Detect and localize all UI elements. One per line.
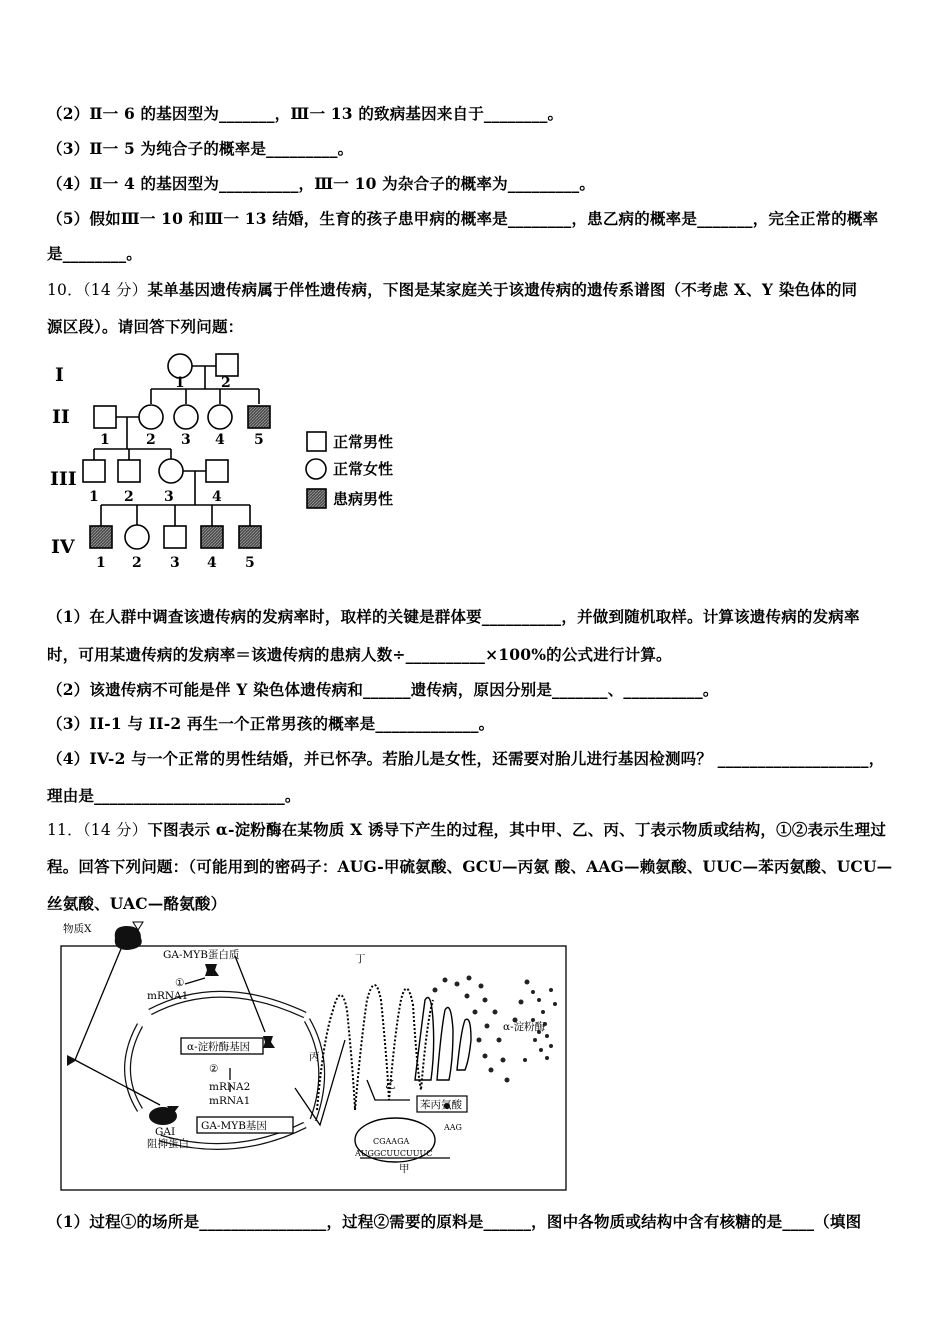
I-2-male (216, 354, 238, 376)
jia-label: 甲 (399, 1163, 410, 1175)
amylase-gene-label: α-淀粉酶基因 (187, 1041, 251, 1053)
II-4-female (208, 405, 232, 429)
q9-part3-line: （3）Ⅱ一 5 为纯合子的概率是_________。 (47, 139, 354, 158)
substance-x-label: 物质X (63, 923, 92, 935)
bing-label: 丙 (309, 1051, 320, 1063)
II-3-female (174, 405, 198, 429)
q11-header-cont2: 丝氨酸、UAC—酪氨酸） (47, 894, 227, 913)
q9-part5-cont-line: 是________。 (47, 244, 143, 263)
q11-part1-line: （1）过程①的场所是________________，过程②需要的原料是______，图中各物质或结构中含有核糖的是____（填图 (47, 1212, 862, 1231)
IV-3-num: 3 (170, 555, 180, 571)
IV-1-num: 1 (96, 555, 106, 571)
ga-myb-protein-label: GA-MYB蛋白质 (163, 949, 240, 961)
IV-1-affected-male (90, 526, 112, 548)
gai-label: GAI (155, 1126, 176, 1138)
gen-label-2: II (52, 406, 70, 428)
ga-myb-protein-shape (205, 964, 219, 976)
legend-normal-male: 正常男性 (333, 433, 394, 451)
mrna1-bottom-label: mRNA1 (209, 1095, 251, 1107)
II-2-female (139, 405, 163, 429)
IV-2-num: 2 (132, 555, 142, 571)
II-4-num: 4 (215, 432, 225, 448)
I-1-num: 1 (175, 375, 185, 391)
q10-header-cont: 源区段）。请回答下列问题： (47, 317, 244, 336)
I-2-num: 2 (221, 375, 231, 391)
III-2-male (118, 460, 140, 482)
ga-myb-gene-label: GA-MYB基因 (201, 1120, 267, 1132)
q10-part3-line: （3）II-1 与 II-2 再生一个正常男孩的概率是_____________。 (47, 714, 495, 733)
inhibitor-protein-label: 阻抑蛋白 (147, 1138, 189, 1150)
amylase-diagram (55, 920, 575, 1199)
q10-part4-line: （4）IV-2 与一个正常的男性结婚，并已怀孕。若胎儿是女性，还需要对胎儿进行基因检测吗？ ___________________， (47, 749, 885, 768)
legend-normal-female-icon (306, 459, 326, 479)
q10-part4-cont-line: 理由是________________________。 (47, 786, 301, 805)
arrowhead-signal (67, 1055, 77, 1066)
IV-5-num: 5 (245, 555, 255, 571)
q11-header-cont1: 程。回答下列问题：（可能用到的密码子：AUG-甲硫氨酸、GCU—丙氨 酸、AAG—赖氨酸、UUC—苯丙氨酸、UCU— (47, 857, 893, 876)
IV-5-affected-male (239, 526, 261, 548)
phenylalanine-label: 苯丙氨酸 (420, 1099, 462, 1111)
legend-affected-male-icon (307, 489, 326, 508)
III-4-male (206, 460, 228, 482)
III-3-num: 3 (164, 489, 174, 505)
process1-mark: ① (175, 977, 185, 989)
legend-normal-female: 正常女性 (333, 460, 394, 478)
trna-sequence-label: CGAAGA (373, 1137, 410, 1146)
pedigree-chart (45, 345, 415, 584)
yi-label: 乙 (385, 1079, 396, 1091)
q11-number: 11．（14 分） (47, 821, 148, 839)
IV-2-female (125, 525, 149, 549)
q11-header (47, 818, 886, 840)
q10-part1-line: （1）在人群中调查该遗传病的发病率时，取样的关键是群体要__________，并做到随机取样。计算该遗传病的发病率 (47, 607, 860, 626)
mrna-sequence-label: AUGGCUUCUUUC (355, 1149, 433, 1158)
legend-affected-male: 患病男性 (333, 490, 394, 508)
q10-text: 某单基因遗传病属于伴性遗传病，下图是某家庭关于该遗传病的遗传系谱图（不考虑 X、Y 染色体的同 (147, 280, 858, 299)
II-1-male (94, 406, 116, 428)
III-1-male (83, 460, 105, 482)
ding-label: 丁 (355, 953, 366, 965)
q10-number: 10．（14 分） (47, 281, 148, 299)
process2-mark: ② (209, 1063, 219, 1075)
IV-4-affected-male (201, 526, 223, 548)
q9-part2-line: （2）Ⅱ一 6 的基因型为_______，Ⅲ一 13 的致病基因来自于________。 (47, 104, 564, 123)
II-2-num: 2 (146, 432, 156, 448)
mrna2-label: mRNA2 (209, 1081, 251, 1093)
legend-normal-male-icon (307, 432, 326, 451)
q9-part5-line: （5）假如Ⅲ一 10 和Ⅲ一 13 结婚，生育的孩子患甲病的概率是________，患乙病的概率是_______，完全正常的概率 (47, 209, 879, 228)
q10-header (47, 278, 857, 300)
III-1-num: 1 (89, 489, 99, 505)
gen-label-1: I (55, 364, 64, 386)
anticodon-label: AAG (444, 1123, 462, 1132)
gen-label-3: III (50, 468, 77, 490)
amylase-label: α-淀粉酶 (503, 1021, 546, 1033)
q10-part1-cont-line: 时，可用某遗传病的发病率＝该遗传病的患病人数÷__________×100%的公式进行计算。 (47, 645, 672, 664)
q10-part2-line: （2）该遗传病不可能是伴 Y 染色体遗传病和______遗传病，原因分别是_______、__________。 (47, 680, 719, 699)
mrna1-top-label: mRNA1 (147, 990, 189, 1002)
II-1-num: 1 (100, 432, 110, 448)
II-3-num: 3 (181, 432, 191, 448)
q11-text: 下图表示 α-淀粉酶在某物质 X 诱导下产生的过程，其中甲、乙、丙、丁表示物质或结构，①②表示生理过 (147, 820, 887, 839)
III-3-female (159, 459, 183, 483)
q9-part4-line: （4）Ⅱ一 4 的基因型为__________，Ⅲ一 10 为杂合子的概率为_________。 (47, 174, 596, 193)
III-2-num: 2 (124, 489, 134, 505)
II-5-num: 5 (254, 432, 264, 448)
gen-label-4: IV (51, 536, 75, 558)
II-5-affected-male (248, 406, 270, 428)
IV-3-male (164, 526, 186, 548)
IV-4-num: 4 (207, 555, 217, 571)
III-4-num: 4 (212, 489, 222, 505)
